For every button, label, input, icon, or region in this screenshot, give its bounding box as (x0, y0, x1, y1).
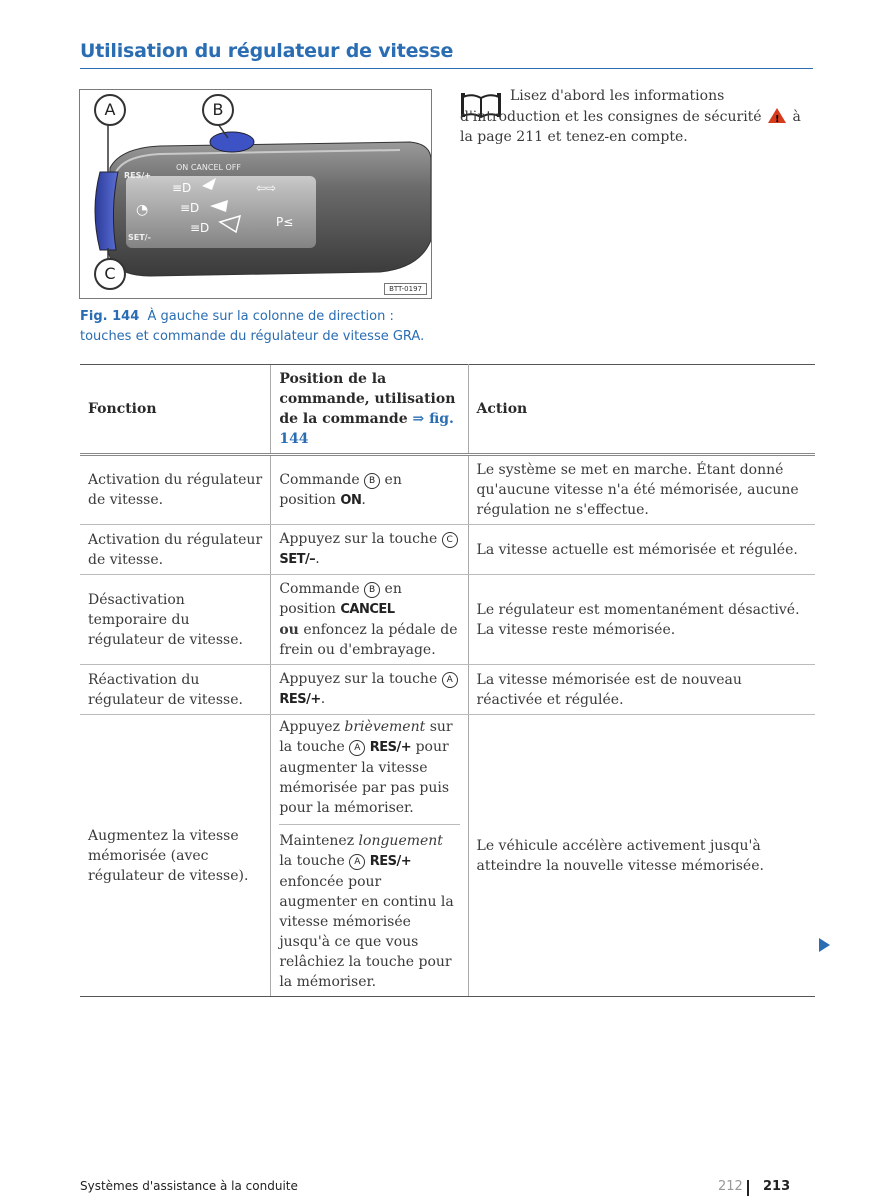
row-1-pos-text: Commande (279, 471, 360, 488)
row-5-sub-brief (279, 717, 459, 825)
steering-lever-illustration (80, 90, 431, 298)
intro-note (460, 86, 816, 147)
row-3-position (271, 575, 468, 665)
control-res-label: RES/+ (369, 740, 412, 755)
row-5-position (271, 715, 468, 997)
figure-caption-text: À gauche sur la colonne de direction : touches et commande du régulateur de vitesse GRA. (80, 309, 425, 344)
table-row (80, 455, 815, 525)
row-5-sub2-b: la touche (279, 853, 345, 869)
lever-label-p: P≤ (276, 215, 294, 229)
figure-caption (80, 307, 440, 347)
figure-caption-label: Fig. 144 (80, 309, 140, 324)
row-5-action: Le véhicule accélère activement jusqu'à atteindre la nouvelle vitesse mémorisée. (468, 715, 815, 997)
button-a-symbol: A (442, 672, 458, 688)
row-4-action: La vitesse mémorisée est de nouveau réactivée et régulée. (468, 665, 815, 715)
lever-label-set: SET/- (128, 233, 151, 242)
control-res-label: RES/+ (369, 854, 412, 869)
table-row (80, 715, 815, 997)
control-res-label: RES/+ (279, 692, 321, 707)
row-5-fonction: Augmentez la vitesse mémorisée (avec régulateur de vitesse). (80, 715, 271, 997)
table-header-row (80, 365, 815, 455)
svg-text:≡D: ≡D (190, 221, 210, 235)
page-number-left: 212 (718, 1179, 743, 1194)
intro-note-text-1: Lisez d'abord les informations d'introduction et les consignes de sécurité (460, 88, 762, 125)
row-3-or: ou (279, 622, 299, 638)
continue-arrow-icon (819, 938, 830, 952)
row-4-pos-text: Appuyez sur la touche (279, 671, 438, 687)
row-2-action: La vitesse actuelle est mémorisée et régulée. (468, 525, 815, 575)
row-1-pos-text-2: en position (279, 471, 402, 508)
table-row (80, 665, 815, 715)
header-position (271, 365, 468, 455)
row-5-sub2-em: longuement (358, 833, 443, 849)
control-on-label: ON (340, 492, 362, 508)
row-2-pos-text: Appuyez sur la touche (279, 531, 438, 547)
row-4-position (271, 665, 468, 715)
lever-label-on-cancel-off: ON CANCEL OFF (176, 163, 242, 172)
row-5-sub2-a: Maintenez (279, 833, 355, 849)
row-1-action: Le système se met en marche. Étant donné qu'aucune vitesse n'a été mémorisée, aucune régulation ne s'effectue. (468, 455, 815, 525)
warning-triangle-icon (768, 108, 786, 123)
header-position-text: Position de la commande, utilisation de la commande (279, 371, 456, 427)
callout-c: C (94, 258, 126, 290)
svg-text:≡D: ≡D (180, 201, 200, 215)
page-title: Utilisation du régulateur de vitesse (80, 40, 454, 62)
callout-a: A (94, 94, 126, 126)
row-1-position (271, 455, 468, 525)
lever-label-res: RES/+ (124, 171, 152, 180)
figure-code: BTT-0197 (384, 283, 427, 295)
row-5-sub-long (279, 825, 459, 992)
page-number-right: 213 (763, 1179, 791, 1194)
row-4-pos-end: . (320, 691, 326, 707)
row-5-sub2-c: enfoncée pour augmenter en continu la vitesse mémorisée jusqu'à ce que vous relâchiez la touche pour la mémoriser. (279, 874, 454, 990)
control-cancel-label: CANCEL (340, 602, 395, 617)
function-table (80, 364, 815, 997)
row-1-pos-end: . (361, 491, 366, 508)
row-5-sub1-c: pour augmenter la vitesse mémorisée par pas puis pour la mémoriser. (279, 739, 450, 816)
svg-text:⇦⇨: ⇦⇨ (256, 181, 277, 195)
row-3-action: Le régulateur est momentanément désactivé. La vitesse reste mémorisée. (468, 575, 815, 665)
button-c-symbol: C (442, 532, 458, 548)
row-1-fonction: Activation du régulateur de vitesse. (80, 455, 271, 525)
button-a-symbol: A (349, 854, 365, 870)
button-a-symbol: A (349, 740, 365, 756)
row-3-fonction: Désactivation temporaire du régulateur de vitesse. (80, 575, 271, 665)
header-action: Action (468, 365, 815, 455)
callout-b: B (202, 94, 234, 126)
button-b-symbol: B (364, 582, 380, 598)
page-separator (747, 1180, 749, 1196)
row-2-position (271, 525, 468, 575)
control-set-label: SET/– (279, 552, 316, 567)
svg-text:≡D: ≡D (172, 181, 192, 195)
row-2-fonction: Activation du régulateur de vitesse. (80, 525, 271, 575)
row-3-pos-text-2: en position (279, 581, 402, 617)
row-5-sub1-a: Appuyez (279, 719, 340, 735)
row-3-pos-text: Commande (279, 581, 360, 597)
header-figure-link[interactable]: ⇒ fig. 144 (279, 411, 454, 447)
header-fonction: Fonction (80, 365, 271, 455)
intro-note-text-2: à la page 211 et tenez-en compte. (460, 109, 801, 145)
svg-text:◔: ◔ (136, 202, 149, 218)
row-2-pos-end: . (315, 551, 320, 567)
footer-section: Systèmes d'assistance à la conduite (80, 1179, 298, 1193)
button-b-symbol: B (364, 473, 380, 489)
title-rule (80, 68, 813, 69)
table-row (80, 575, 815, 665)
figure-144 (79, 89, 432, 299)
row-4-fonction: Réactivation du régulateur de vitesse. (80, 665, 271, 715)
row-5-sub1-b: sur la touche (279, 719, 453, 755)
row-5-sub1-em: brièvement (344, 719, 426, 735)
row-3-pos-end: enfoncez la pédale de frein ou d'embrayage. (279, 622, 458, 658)
table-row (80, 525, 815, 575)
